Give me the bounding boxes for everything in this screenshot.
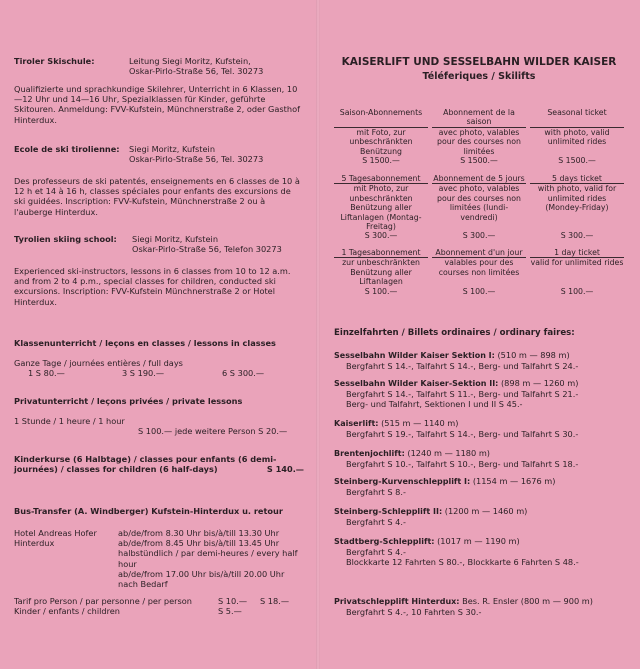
bus-tarif [14,596,304,606]
five-headers [334,174,624,184]
season-desc-en: with photo, valid unlimited rides [544,127,610,147]
five-header-en: 5 days ticket [530,174,624,184]
lift-steinberg-2-length: (1200 m — 1460 m) [444,506,528,516]
lift-brentenjoch-length: (1240 m — 1180 m) [407,448,491,458]
bus-schedule-4: hour [118,558,137,569]
lift-steinberg-2-prices: Bergfahrt S 4.- [346,517,406,528]
bus-kinder-price: S 5.— [218,606,242,616]
kinder-price: S 140.— [266,464,304,474]
klassen-line: Ganze Tage / journées entières / full days [14,358,183,368]
one-price-en: S 100.— [560,286,594,296]
ecole-desc: Des professeurs de ski patentés, enseignements en 6 classes de 10 à 12 h et 14 à 16 h, classes spéciales pour enfants des excursions de ski guidées. Inscription: FVV-Kufstein, Münchnerstraße 2 ou à l'auberge Hinterdux. [14,176,300,217]
ecole-header [14,144,304,164]
season-header-de: Saison-Abonnements [334,108,428,128]
season-desc [334,128,624,156]
bus-schedule-2: ab/de/from 8.45 Uhr bis/à/till 13.45 Uhr [118,538,280,549]
lift-s2-combo: Berg- und Talfahrt, Sektionen I und II S 45.- [346,399,523,410]
lift-subtitle: Téléferiques / Skilifts [422,71,536,82]
five-header-de: 5 Tagesabonnement [334,174,428,184]
season-prices [334,156,624,165]
one-prices [334,287,624,296]
lift-privat-length: Bes. R. Ensler (800 m — 900 m) [462,596,593,606]
klassen-heading: Klassenunterricht / leçons en classes / lessons in classes [14,338,276,348]
lift-stadtberg-blocks: Blockkarte 12 Fahrten S 80.-, Blockkarte 6 Fahrten S 48.- [346,557,579,568]
privat-price: S 100.— jede weitere Person S 20.— [138,426,288,436]
kinder-heading-row [14,464,304,474]
tiroler-desc: Qualifizierte und sprachkundige Skilehrer, Unterricht in 6 Klassen, 10—12 Uhr und 14—16 Uhr, Spezialklassen für Kinder, geführte Skitouren. Anmeldung: FVV-Kufstein, Münchnerstraße 2, oder Gasthof Hinterdux. [14,84,300,125]
season-header-en: Seasonal ticket [530,108,624,128]
season-price-fr: S 1500.— [460,156,498,166]
privat-heading: Privatunterricht / leçons privées / private lessons [14,396,243,406]
klassen-price-6: 6 S 300.— [222,368,265,378]
kinder-heading-1: Kinderkurse (6 Halbtage) / classes pour enfants (6 demi- [14,454,277,464]
bus-schedule-1: ab/de/from 8.30 Uhr bis/à/till 13.30 Uhr [118,528,280,538]
one-price-fr: S 100.— [462,286,496,296]
five-day-block [334,174,624,241]
lift-kaiserlift [334,418,624,439]
lift-brentenjoch [334,448,624,469]
season-desc-fr: avec photo, valables pour des courses non limitées [437,127,521,156]
season-price-en: S 1500.— [558,156,596,166]
five-desc-en: with photo, valid for unlimited rides (Mondey-Friday) [537,184,617,213]
lift-stadtberg-name: Stadtberg-Schlepplift: [334,537,435,546]
lift-s2-name: Sesselbahn Wilder Kaiser-Sektion II: [334,379,499,388]
lift-steinberg-2-name: Steinberg-Schlepplift II: [334,507,443,516]
bus-schedule [118,528,304,589]
one-price-de: S 100.— [364,286,398,296]
five-desc-de: mit Photo, zur unbeschränkten Benützung aller Liftanlagen (Montag-Freitag) [340,184,422,232]
lift-title: KAISERLIFT UND SESSELBAHN WILDER KAISER [341,56,617,68]
lift-brentenjoch-prices: Bergfahrt S 10.-, Talfahrt S 10.-, Berg- und Talfahrt S 18.- [346,459,579,470]
one-headers [334,248,624,258]
bus-tarif-price-1: S 10.— [218,596,248,606]
lift-steinberg-1-name: Steinberg-Kurvenschlepplift I: [334,477,471,486]
tiroler-address: Leitung Siegi Moritz, Kufstein, Oskar-Pirlo-Straße 56, Tel. 30273 [129,56,264,77]
klassen-price-3: 3 S 190.— [122,368,165,378]
one-header-en: 1 day ticket [530,248,624,258]
tyrolien-header [14,234,304,254]
season-price-de: S 1500.— [362,156,400,166]
bus-schedule-3: halbstündlich / par demi-heures / every half [118,548,298,559]
tiroler-name: Tiroler Skischule: [14,56,95,66]
one-header-fr: Abonnement d'un jour [432,248,526,258]
lift-steinberg-1-prices: Bergfahrt S 8.- [346,487,406,498]
bus-hotel-name: Hotel Andreas Hofer [14,528,97,538]
lift-stadtberg [334,536,624,568]
lift-steinberg-2 [334,506,624,527]
bus-heading: Bus-Transfer (A. Windberger) Kufstein-Hinterdux u. retour [14,506,283,516]
lift-steinberg-1-length: (1154 m — 1676 m) [472,476,556,486]
lift-steinberg-1 [334,476,624,497]
one-desc-en: valid for unlimited rides [530,258,624,268]
five-price-en: S 300.— [560,231,594,241]
five-desc [334,184,624,231]
five-prices [334,231,624,240]
bus-schedule-6: nach Bedarf [118,579,168,590]
lift-s1-length: (510 m — 898 m) [497,350,570,360]
bus-kinder [14,606,304,616]
lift-privat-prices: Bergfahrt S 4.-, 10 Fahrten S 30.- [346,607,482,618]
lift-s2-length: (898 m — 1260 m) [500,378,579,388]
lift-kaiserlift-prices: Bergfahrt S 19.-, Talfahrt S 14.-, Berg- und Talfahrt S 30.- [346,429,579,440]
one-day-block [334,248,624,296]
lift-s2 [334,378,624,410]
lift-s1-name: Sesselbahn Wilder Kaiser Sektion I: [334,351,495,360]
one-desc-de: zur unbeschränkten Benützung aller Liftanlagen [342,258,420,287]
five-header-fr: Abonnement de 5 jours [433,174,525,183]
klassen-price-1: 1 S 80.— [28,368,65,378]
tyrolien-name: Tyrolien skiing school: [14,234,117,244]
one-desc [334,258,624,286]
ecole-name: Ecole de ski tirolienne: [14,144,120,154]
bus-tarif-label: Tarif pro Person / par personne / per person [14,596,192,606]
one-desc-fr: valables pour des courses non limitées [438,258,520,277]
lift-s1-prices: Bergfahrt S 14.-, Talfahrt S 14.-, Berg- und Talfahrt S 24.- [346,361,579,372]
lift-s2-prices: Bergfahrt S 14.-, Talfahrt S 11.-, Berg- und Talfahrt S 21.- [346,389,579,400]
season-header-fr: Abonnement de la saison [432,108,526,128]
lift-stadtberg-length: (1017 m — 1190 m) [437,536,520,546]
lift-s1 [334,350,624,371]
season-desc-de: mit Foto, zur unbeschränkten Benützung [349,127,413,156]
page-fold [316,0,320,669]
bus-hotel-place: Hinterdux [14,538,55,549]
five-price-fr: S 300.— [462,231,496,241]
one-header-de: 1 Tagesabonnement [334,248,428,258]
lift-kaiserlift-length: (515 m — 1140 m) [381,418,459,428]
bus-schedule-5: ab/de/from 17.00 Uhr bis/à/till 20.00 Uhr [118,568,285,579]
kinder-heading-2: journées) / classes for children (6 half-days) [14,464,218,474]
einzel-heading: Einzelfahrten / Billets ordinaires / ordinary faires: [334,328,575,338]
tyrolien-address: Siegi Moritz, Kufstein Oskar-Pirlo-Straße 56, Telefon 30273 [132,234,282,255]
lift-kaiserlift-name: Kaiserlift: [334,419,379,428]
tiroler-header [14,56,304,76]
season-block [334,108,624,165]
bus-tarif-price-2: S 18.— [260,596,290,606]
tyrolien-desc: Experienced ski-instructors, lessons in 6 classes from 10 to 12 a.m. and from 2 to 4 p.m., special classes for children, conducted ski excursions. Inscription: FVV-Kufstein Münchnerstraße 2 or Hotel Hinterdux. [14,266,291,307]
season-headers [334,108,624,128]
ecole-address: Siegi Moritz, Kufstein Oskar-Pirlo-Straße 56, Tel. 30273 [129,144,264,165]
lift-privat-name: Privatschlepplift Hinterdux: [334,597,460,606]
five-price-de: S 300.— [364,231,398,241]
lift-privat [334,596,624,617]
bus-kinder-label: Kinder / enfants / children [14,606,121,616]
lift-stadtberg-price: Bergfahrt S 4.- [346,547,406,558]
five-desc-fr: avec photo, valables pour des courses non limitées (lundi-vendredi) [437,184,521,222]
lift-brentenjoch-name: Brentenjochlift: [334,449,405,458]
privat-line: 1 Stunde / 1 heure / 1 hour [14,416,125,426]
